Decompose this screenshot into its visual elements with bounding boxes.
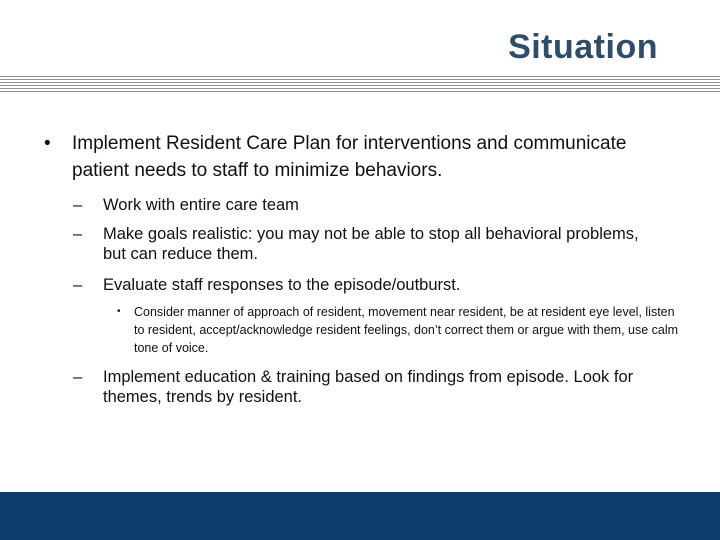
header-stripes bbox=[0, 76, 720, 92]
sub-bullet-text: Make goals realistic: you may not be able to stop all behavioral problems, but can reduce them. bbox=[103, 225, 639, 263]
sub-bullet-text: Evaluate staff responses to the episode/outburst. bbox=[103, 276, 461, 294]
dash-icon: – bbox=[73, 196, 83, 214]
sub-bullet-item bbox=[73, 224, 663, 264]
bullet-text: Implement Resident Care Plan for interventions and communicate patient needs to staff to minimize behaviors. bbox=[72, 133, 627, 181]
footer-bar bbox=[0, 492, 720, 540]
third-level-text: Consider manner of approach of resident, movement near resident, be at resident eye level, listen to resident, accept/acknowledge resident feelings, don’t correct them or argue with them, use calm tone of voice. bbox=[134, 305, 679, 355]
dash-icon: – bbox=[73, 368, 83, 386]
sub-bullet-text: Work with entire care team bbox=[103, 196, 299, 214]
sub-bullet-item bbox=[73, 275, 663, 295]
dash-icon: – bbox=[73, 225, 83, 243]
sub-bullet-item bbox=[73, 195, 663, 215]
third-level-item bbox=[117, 303, 679, 357]
bullet-item bbox=[44, 130, 672, 184]
small-bullet-icon: • bbox=[117, 306, 121, 317]
sub-bullet-text: Implement education & training based on findings from episode. Look for themes, trends by resident. bbox=[103, 368, 634, 406]
bullet-dot-icon: • bbox=[44, 133, 51, 154]
sub-bullet-item bbox=[73, 367, 663, 407]
slide-title: Situation bbox=[508, 28, 658, 66]
dash-icon: – bbox=[73, 276, 83, 294]
